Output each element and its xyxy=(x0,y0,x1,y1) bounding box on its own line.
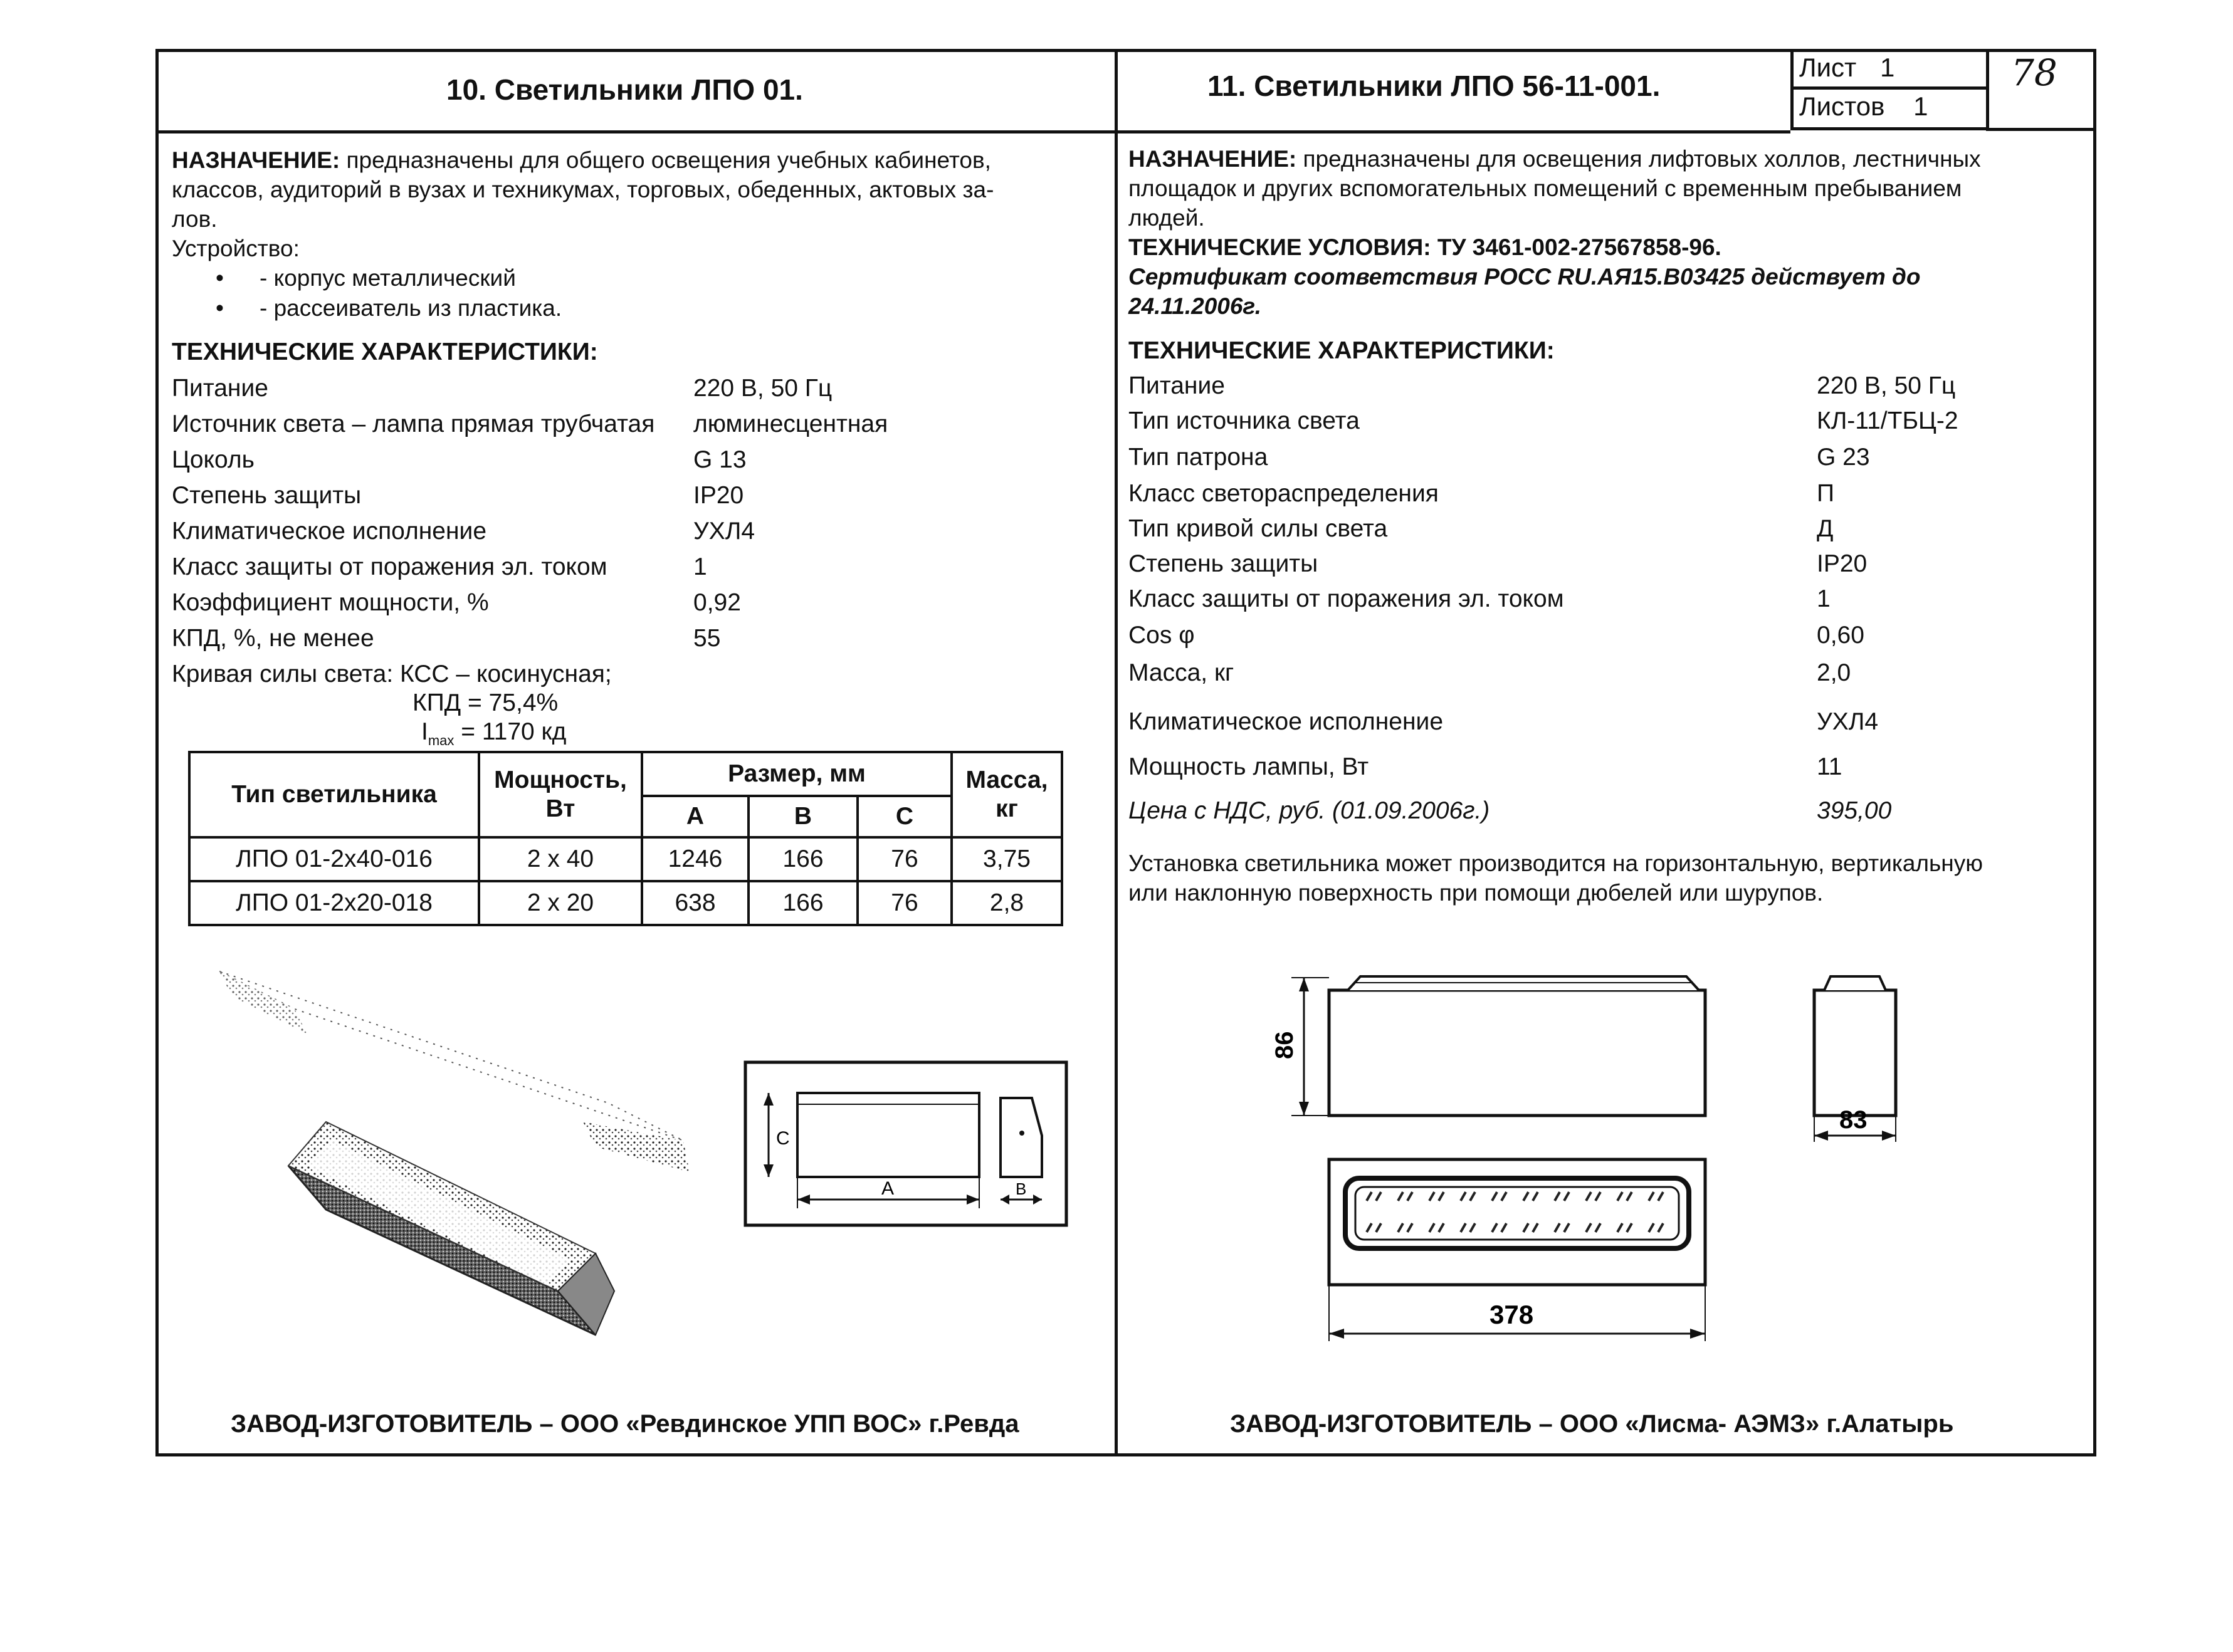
left-manufacturer: ЗАВОД-ИЗГОТОВИТЕЛЬ – ООО «Ревдинское УПП ВОС» г.Ревда xyxy=(231,1410,1019,1438)
spec-label: Климатическое исполнение xyxy=(1128,708,1444,735)
dim-b-label: В xyxy=(1016,1179,1027,1198)
spec-label: Цоколь xyxy=(172,446,255,473)
table-header-type: Тип светильника xyxy=(189,752,479,837)
spec-label: Питание xyxy=(172,375,268,402)
spec-label: Тип патрона xyxy=(1128,444,1268,471)
spec-label: Цена с НДС, руб. (01.09.2006г.) xyxy=(1128,797,1490,824)
luminaire-schematic xyxy=(743,1060,1069,1228)
spec-value: IP20 xyxy=(1817,550,1868,577)
table-row: ЛПО 01-2х20-018 2 х 20 638 166 76 2,8 xyxy=(189,881,1062,925)
spec-value: IP20 xyxy=(693,482,744,509)
sheets-value: 1 xyxy=(1913,91,1928,121)
spec-value: УХЛ4 xyxy=(693,518,755,545)
sheet-stamp xyxy=(1790,49,1986,128)
dim-a-label: А xyxy=(881,1178,895,1199)
spec-label: Тип кривой силы света xyxy=(1128,515,1388,542)
spec-value: G 23 xyxy=(1817,444,1870,471)
spec-value: П xyxy=(1817,480,1835,507)
luminaire-table xyxy=(188,751,1063,926)
certificate-line: Сертификат соответствия РОСС RU.АЯ15.В03425 действует до xyxy=(1128,264,1921,290)
dim-c-label: С xyxy=(776,1128,790,1149)
dim-depth-label: 83 xyxy=(1839,1106,1868,1134)
spec-label: Степень защиты xyxy=(1128,550,1318,577)
sheets-label: Листов xyxy=(1799,91,1885,121)
table-header-mass: Масса, кг xyxy=(952,752,1062,837)
device-label: Устройство: xyxy=(172,236,300,261)
spec-label: Источник света – лампа прямая трубчатая xyxy=(172,410,655,437)
installation-note: Установка светильника может производится на горизонтальную, вертикальную или наклонную поверхность при помощи дюбелей или шурупов. xyxy=(1128,850,1983,906)
spec-value: 0,60 xyxy=(1817,622,1864,649)
table-row: ЛПО 01-2х40-016 2 х 40 1246 166 76 3,75 xyxy=(189,837,1062,881)
table-header-size: Размер, мм xyxy=(642,752,952,796)
device-item-label: - корпус металлический xyxy=(260,265,516,291)
spec-value: G 13 xyxy=(693,446,747,473)
luminaire-photo xyxy=(207,959,708,1385)
spec-label: Класс защиты от поражения эл. током xyxy=(1128,585,1564,612)
device-item-label: - рассеиватель из пластика. xyxy=(260,295,562,321)
spec-value: 11 xyxy=(1817,753,1842,780)
right-title: 11. Светильники ЛПО 56-11-001. xyxy=(1207,70,1661,102)
spec-value: 395,00 xyxy=(1817,797,1892,824)
curve-line-2: КПД = 75,4% xyxy=(412,689,559,716)
spec-label: Коэффициент мощности, % xyxy=(172,589,489,616)
spec-label: Степень защиты xyxy=(172,482,362,509)
curve-line-1: Кривая силы света: КСС – косинусная; xyxy=(172,661,612,687)
spec-value: 220 В, 50 Гц xyxy=(1817,372,1956,399)
tech-conditions: ТЕХНИЧЕСКИЕ УСЛОВИЯ: ТУ 3461-002-27567858-96. xyxy=(1128,234,1721,260)
curve-line-3: $I_{max} = 1170$ кд xyxy=(421,718,567,748)
spec-label: Масса, кг xyxy=(1128,659,1234,686)
spec-value: 0,92 xyxy=(693,589,741,616)
left-purpose: НАЗНАЧЕНИЕ: предназначены для общего освещения учебных кабинетов, классов, аудиторий в вузах и техникумах, торговых, обеденных, актовых за- лов. Устройство: xyxy=(172,147,994,261)
spec-value: люминесцентная xyxy=(693,410,888,437)
dim-height-label: 86 xyxy=(1271,1031,1298,1059)
table-header-power: Мощность, Вт xyxy=(479,752,642,837)
sheet-value: 1 xyxy=(1879,53,1895,82)
spec-value: 2,0 xyxy=(1817,659,1851,686)
sheet-label: Лист xyxy=(1799,53,1857,82)
spec-value: 55 xyxy=(693,625,721,652)
header-divider-right xyxy=(1986,128,2096,131)
spec-label: Cos φ xyxy=(1128,622,1195,649)
spec-label: Класс защиты от поражения эл. током xyxy=(172,553,607,580)
spec-value: 1 xyxy=(693,553,707,580)
certificate-date: 24.11.2006г. xyxy=(1128,293,1261,319)
table-header-c: С xyxy=(858,796,952,837)
page-number: 78 xyxy=(2011,51,2057,94)
spec-value: КЛ-11/ТБЦ-2 xyxy=(1817,407,1958,434)
luminaire-dimension-drawing xyxy=(1266,965,2019,1354)
spec-value: Д xyxy=(1817,515,1834,542)
right-manufacturer: ЗАВОД-ИЗГОТОВИТЕЛЬ – ООО «Лисма- АЭМЗ» г.Алатырь xyxy=(1230,1410,1954,1438)
left-title: 10. Светильники ЛПО 01. xyxy=(446,73,803,106)
spec-label: КПД, %, не менее xyxy=(172,625,374,652)
spec-value: 220 В, 50 Гц xyxy=(693,375,833,402)
device-item: • xyxy=(216,265,224,291)
dim-length-label: 378 xyxy=(1490,1300,1534,1329)
right-specs-heading: ТЕХНИЧЕСКИЕ ХАРАКТЕРИСТИКИ: xyxy=(1128,337,1555,364)
spec-label: Климатическое исполнение xyxy=(172,518,487,545)
spec-value: 1 xyxy=(1817,585,1831,612)
left-specs-heading: ТЕХНИЧЕСКИЕ ХАРАКТЕРИСТИКИ: xyxy=(172,338,598,365)
header-divider xyxy=(155,130,1790,133)
column-divider xyxy=(1115,49,1118,1456)
right-purpose: НАЗНАЧЕНИЕ: предназначены для освещения лифтовых холлов, лестничных площадок и других вспомогательных помещений с временным пребыванием людей. ТЕХНИЧЕСКИЕ УСЛОВИЯ: ТУ 3461-002-27567858-96. Сертификат соответствия РОСС RU.АЯ15.В03425 действует до 24.11.2006г. xyxy=(1128,146,1981,319)
spec-label: Класс светораспределения xyxy=(1128,480,1439,507)
table-header-a: А xyxy=(642,796,749,837)
device-item: • xyxy=(216,295,224,321)
spec-value: УХЛ4 xyxy=(1817,708,1879,735)
spec-label: Питание xyxy=(1128,372,1225,399)
spec-label: Тип источника света xyxy=(1128,407,1360,434)
table-header-b: В xyxy=(749,796,858,837)
spec-label: Мощность лампы, Вт xyxy=(1128,753,1369,780)
